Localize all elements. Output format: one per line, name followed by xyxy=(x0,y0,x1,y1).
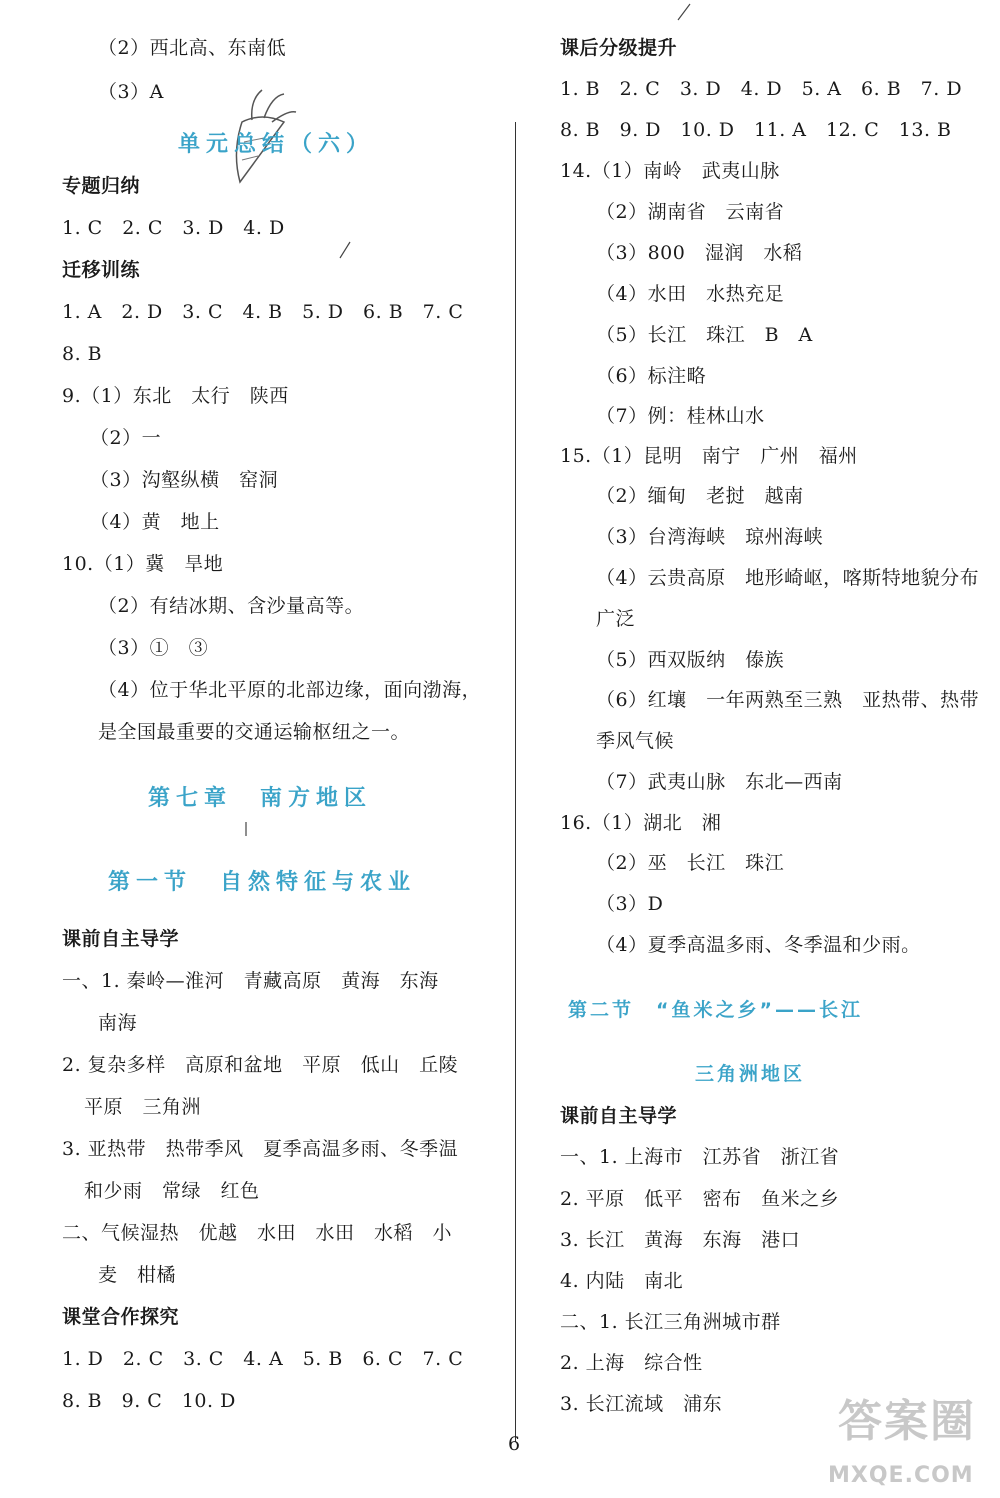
answer-line: 广泛 xyxy=(596,608,636,630)
answer-line: （2）西北高、东南低 xyxy=(98,37,287,59)
answer-line: （3）A xyxy=(98,81,164,103)
subsection-title: 课堂合作探究 xyxy=(62,1306,180,1328)
answer-line: （2）湖南省 云南省 xyxy=(596,201,785,223)
watermark-url: MXQE.COM xyxy=(828,1463,974,1488)
pen-mark-icon xyxy=(338,240,352,260)
answer-line: （3）① ③ xyxy=(98,637,209,659)
answer-line: 14.（1）南岭 武夷山脉 xyxy=(560,160,780,182)
answer-line: （5）长江 珠江 B A xyxy=(596,324,813,346)
answer-line: 1. B 2. C 3. D 4. D 5. A 6. B 7. D xyxy=(560,78,963,100)
section-heading: 第二节 “鱼米之乡”——长江 xyxy=(568,999,863,1021)
pen-mark-icon xyxy=(244,822,248,836)
answer-line: （7）武夷山脉 东北—西南 xyxy=(596,771,843,793)
answer-line: 8. B 9. C 10. D xyxy=(62,1390,236,1412)
answer-line: 10.（1）冀 旱地 xyxy=(62,553,224,575)
answer-line: 1. A 2. D 3. C 4. B 5. D 6. B 7. C xyxy=(62,301,464,323)
subsection-title: 课前自主导学 xyxy=(560,1105,678,1127)
answer-line: 2. 平原 低平 密布 鱼米之乡 xyxy=(560,1188,840,1210)
answer-line: （6）红壤 一年两熟至三熟 亚热带、热带 xyxy=(596,689,980,711)
answer-line: 15.（1）昆明 南宁 广州 福州 xyxy=(560,445,858,467)
answer-line: 2. 复杂多样 高原和盆地 平原 低山 丘陵 xyxy=(62,1054,459,1076)
subsection-title: 课后分级提升 xyxy=(560,37,678,59)
answer-line: （5）西双版纳 傣族 xyxy=(596,649,785,671)
answer-line: 二、1. 长江三角洲城市群 xyxy=(560,1311,781,1333)
section-heading: 第一节 自然特征与农业 xyxy=(108,870,417,895)
answer-line: 一、1. 上海市 江苏省 浙江省 xyxy=(560,1146,840,1168)
watermark-title: 答案圈 xyxy=(838,1396,976,1447)
section-heading: 三角洲地区 xyxy=(695,1063,806,1085)
answer-line: 是全国最重要的交通运输枢纽之一。 xyxy=(98,721,411,743)
answer-line: 16.（1）湖北 湘 xyxy=(560,812,722,834)
chapter-heading: 第七章 南方地区 xyxy=(148,786,373,811)
answer-line: 3. 长江 黄海 东海 港口 xyxy=(560,1229,801,1251)
answer-line: （2）一 xyxy=(90,427,162,449)
answer-line: 平原 三角洲 xyxy=(84,1096,202,1118)
answer-line: （2）有结冰期、含沙量高等。 xyxy=(98,595,365,617)
answer-line: （3）台湾海峡 琼州海峡 xyxy=(596,526,824,548)
watermark-logo xyxy=(828,1385,993,1495)
answer-line: 和少雨 常绿 红色 xyxy=(84,1180,260,1202)
answer-line: 8. B 9. D 10. D 11. A 12. C 13. B xyxy=(560,119,952,141)
answer-line: 8. B xyxy=(62,343,103,365)
pen-mark-icon xyxy=(676,2,692,22)
subsection-title: 专题归纳 xyxy=(62,175,141,197)
answer-line: 9.（1）东北 太行 陕西 xyxy=(62,385,289,407)
answer-line: 1. C 2. C 3. D 4. D xyxy=(62,217,285,239)
subsection-title: 迁移训练 xyxy=(62,259,141,281)
answer-line: （4）云贵高原 地形崎岖，喀斯特地貌分布 xyxy=(596,567,980,589)
answer-line: 南海 xyxy=(98,1012,138,1034)
answer-line: （3）沟壑纵横 窑洞 xyxy=(90,469,279,491)
answer-line: （3）800 湿润 水稻 xyxy=(596,242,803,264)
answer-line: 一、1. 秦岭—淮河 青藏高原 黄海 东海 xyxy=(62,970,439,992)
answer-line: 二、气候湿热 优越 水田 水田 水稻 小 xyxy=(62,1222,453,1244)
answer-line: 2. 上海 综合性 xyxy=(560,1352,703,1374)
page-number: 6 xyxy=(508,1433,521,1455)
answer-line: （7）例：桂林山水 xyxy=(596,405,765,427)
answer-line: 3. 亚热带 热带季风 夏季高温多雨、冬季温 xyxy=(62,1138,459,1160)
answer-line: 4. 内陆 南北 xyxy=(560,1270,684,1292)
answer-line: 季风气候 xyxy=(596,730,675,752)
answer-line: （6）标注略 xyxy=(596,365,707,387)
answer-line: （4）夏季高温多雨、冬季温和少雨。 xyxy=(596,934,921,956)
answer-line: 1. D 2. C 3. C 4. A 5. B 6. C 7. C xyxy=(62,1348,464,1370)
answer-line: （4）水田 水热充足 xyxy=(596,283,785,305)
answer-line: （2）巫 长江 珠江 xyxy=(596,852,785,874)
subsection-title: 课前自主导学 xyxy=(62,928,180,950)
answer-line: 3. 长江流域 浦东 xyxy=(560,1393,723,1415)
answer-line: 麦 柑橘 xyxy=(98,1264,177,1286)
answer-line: （4）位于华北平原的北部边缘，面向渤海， xyxy=(98,679,482,701)
column-divider xyxy=(515,122,516,1442)
answer-line: （4）黄 地上 xyxy=(90,511,220,533)
answer-line: （2）缅甸 老挝 越南 xyxy=(596,485,804,507)
unit-summary-heading: 单元总结（六） xyxy=(178,132,375,157)
answer-line: （3）D xyxy=(596,893,664,915)
